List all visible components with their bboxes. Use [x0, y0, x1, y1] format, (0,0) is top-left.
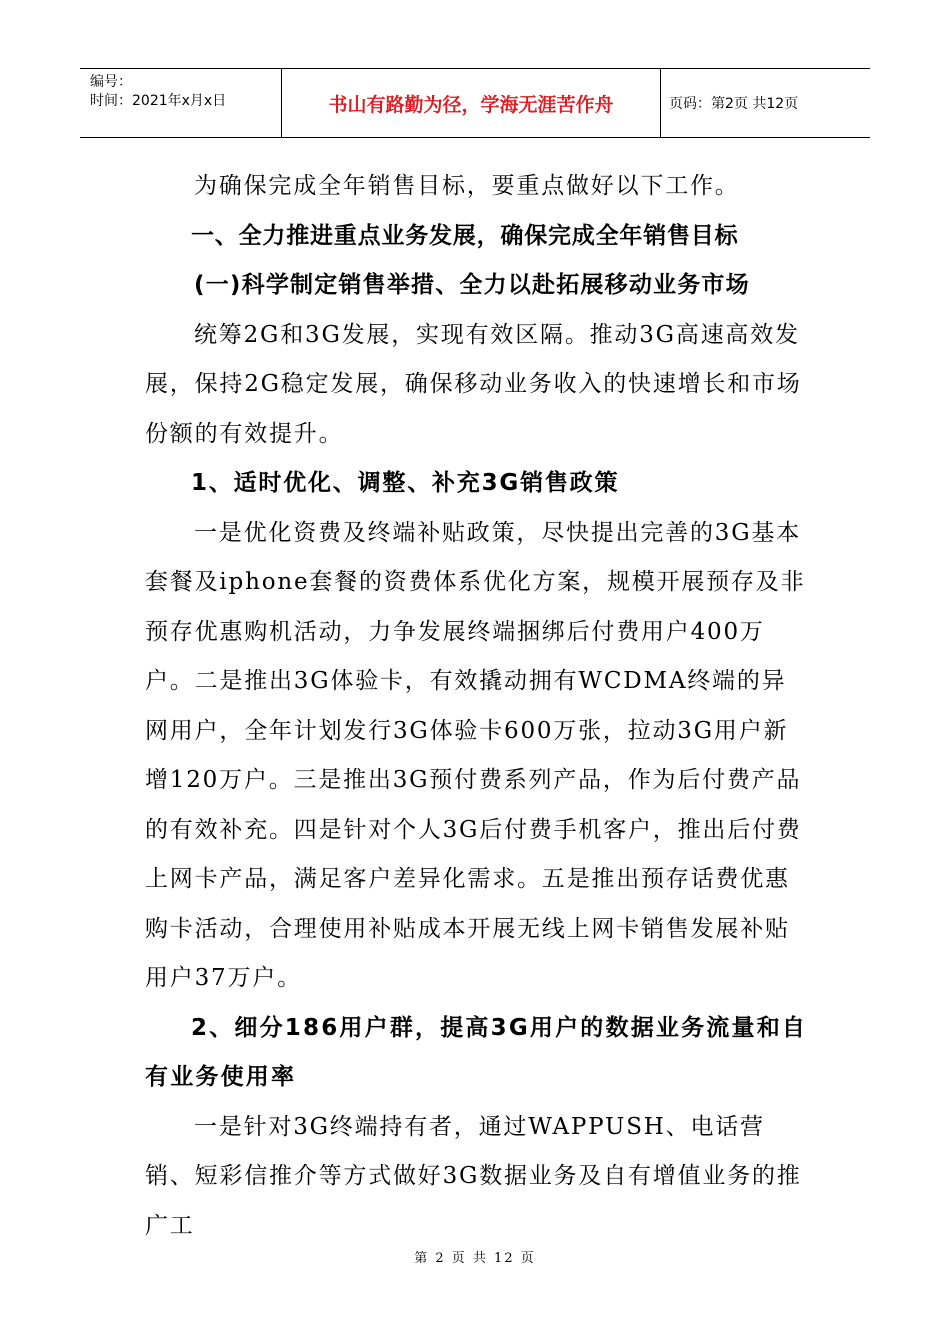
body-paragraph-2: 一是优化资费及终端补贴政策，尽快提出完善的3G基本套餐及iphone套餐的资费体系优化方案，规模开展预存及非预存优惠购机活动，力争发展终端捆绑后付费用户400万户。二是推出3G体验卡，有效撬动拥有WCDMA终端的异网用户，全年计划发行3G体验卡600万张，拉动3G用户新增120万户。三是推出3G预付费系列产品，作为后付费产品的有效补充。四是针对个人3G后付费手机客户，推出后付费上网卡产品，满足客户差异化需求。五是推出预存话费优惠购卡活动，合理使用补贴成本开展无线上网卡销售发展补贴用户37万户。 [145, 519, 806, 991]
header-meta [80, 69, 282, 137]
document-header [80, 68, 870, 138]
intro-paragraph: 为确保完成全年销售目标，要重点做好以下工作。 [194, 173, 740, 199]
section-heading-1: 一、全力推进重点业务发展，确保完成全年销售目标 [191, 222, 739, 249]
item-heading-2: 2、细分186用户群，提高3G用户的数据业务流量和自有业务使用率 [145, 1014, 808, 1090]
date-label: 时间：2021年x月x日 [90, 93, 227, 109]
item-heading-1: 1、适时优化、调整、补充3G销售政策 [191, 470, 620, 496]
body-paragraph-1: 统筹2G和3G发展，实现有效区隔。推动3G高速高效发展，保持2G稳定发展，确保移动业务收入的快速增长和市场份额的有效提升。 [145, 321, 802, 447]
header-motto: 书山有路勤为径，学海无涯苦作舟 [282, 69, 661, 137]
body-paragraph-3: 一是针对3G终端持有者，通过WAPPUSH、电话营销、短彩信推介等方式做好3G数据业务及自有增值业务的推广工 [145, 1113, 802, 1239]
subsection-heading: (一)科学制定销售举措、全力以赴拓展移动业务市场 [194, 272, 750, 298]
number-label: 编号： [90, 74, 132, 90]
page-footer: 第 2 页 共 12 页 [414, 1251, 536, 1266]
header-page-info: 页码：第2页 共12页 [669, 96, 799, 112]
document-body [145, 162, 809, 1251]
